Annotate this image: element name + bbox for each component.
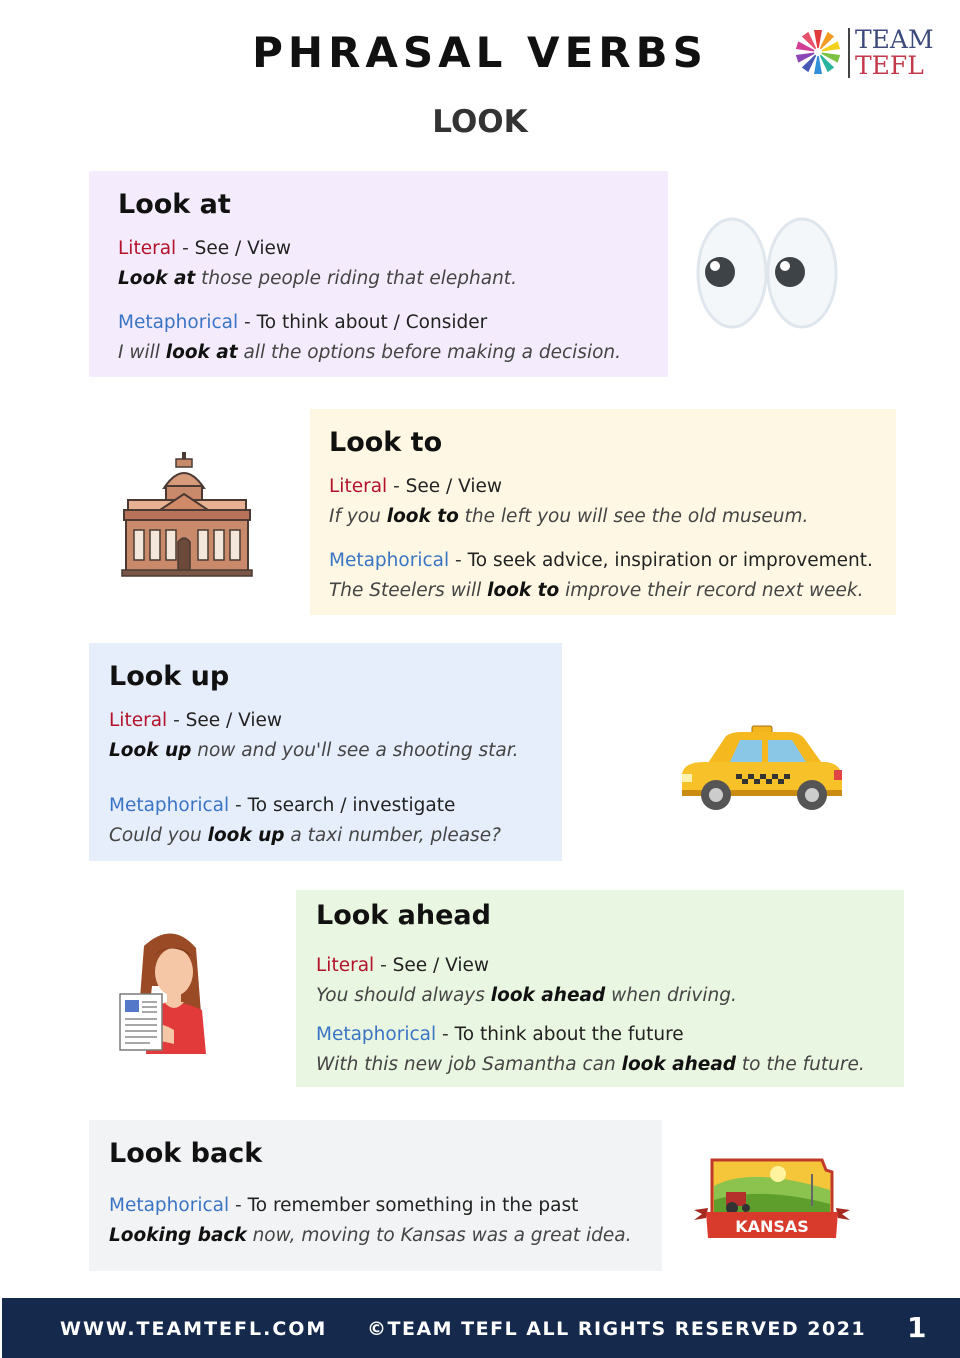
metaphorical-label: Metaphorical xyxy=(109,795,230,816)
taxi-icon xyxy=(676,722,848,814)
woman-reading-icon xyxy=(114,926,210,1056)
eyes-icon xyxy=(694,214,840,332)
literal-example: If you look to the left you will see the old museum. xyxy=(329,506,809,527)
metaphorical-example: With this new job Samantha can look ahead to the future. xyxy=(316,1054,865,1075)
metaphorical-meaning: To seek advice, inspiration or improvement. xyxy=(467,550,873,571)
metaphorical-line xyxy=(329,546,876,576)
flower-logo-icon xyxy=(792,26,844,78)
card-title: Look to xyxy=(329,427,443,458)
separator: - xyxy=(235,795,242,816)
logo-text-team: TEAM xyxy=(855,25,934,54)
literal-label: Literal xyxy=(329,476,388,497)
card-look-back xyxy=(89,1120,662,1271)
metaphorical-meaning: To search / investigate xyxy=(247,795,456,816)
literal-meaning: See / View xyxy=(392,955,490,976)
separator: - xyxy=(182,238,189,259)
card-look-up xyxy=(89,643,562,861)
literal-example: You should always look ahead when driving. xyxy=(316,985,737,1006)
metaphorical-label: Metaphorical xyxy=(109,1195,230,1216)
literal-line xyxy=(329,472,876,502)
card-title: Look up xyxy=(109,661,230,692)
separator: - xyxy=(173,710,180,731)
metaphorical-meaning: To think about / Consider xyxy=(256,312,488,333)
footer-website-link[interactable]: WWW.TEAMTEFL.COM xyxy=(60,1318,328,1340)
literal-meaning: See / View xyxy=(405,476,503,497)
museum-icon xyxy=(120,450,254,580)
metaphorical-line xyxy=(109,1191,642,1221)
separator: - xyxy=(455,550,462,571)
metaphorical-meaning: To think about the future xyxy=(454,1024,684,1045)
literal-example: Look up now and you'll see a shooting star. xyxy=(109,740,519,761)
separator: - xyxy=(393,476,400,497)
card-title: Look ahead xyxy=(316,900,491,931)
metaphorical-line xyxy=(118,308,648,338)
metaphorical-line xyxy=(109,791,542,821)
metaphorical-label: Metaphorical xyxy=(329,550,450,571)
page-title: PHRASAL VERBS xyxy=(252,28,708,77)
card-title: Look at xyxy=(118,189,231,220)
separator: - xyxy=(244,312,251,333)
metaphorical-label: Metaphorical xyxy=(316,1024,437,1045)
literal-label: Literal xyxy=(118,238,177,259)
metaphorical-label: Metaphorical xyxy=(118,312,239,333)
literal-meaning: See / View xyxy=(194,238,292,259)
metaphorical-example: I will look at all the options before making a decision. xyxy=(118,342,622,363)
metaphorical-meaning: To remember something in the past xyxy=(247,1195,579,1216)
metaphorical-example: The Steelers will look to improve their record next week. xyxy=(329,580,864,601)
literal-line xyxy=(109,706,542,736)
kansas-badge-icon xyxy=(692,1156,852,1242)
literal-example: Look at those people riding that elephant. xyxy=(118,268,517,289)
card-look-to xyxy=(310,409,896,615)
separator: - xyxy=(235,1195,242,1216)
page-number: 1 xyxy=(907,1311,927,1344)
kansas-badge-text: KANSAS xyxy=(735,1217,809,1236)
footer-bar xyxy=(2,1298,960,1358)
metaphorical-example: Looking back now, moving to Kansas was a great idea. xyxy=(109,1225,632,1246)
card-look-ahead xyxy=(296,890,904,1087)
literal-line xyxy=(316,951,884,981)
literal-label: Literal xyxy=(109,710,168,731)
page-subtitle: LOOK xyxy=(432,104,528,140)
metaphorical-line xyxy=(316,1020,884,1050)
separator: - xyxy=(380,955,387,976)
metaphorical-example: Could you look up a taxi number, please? xyxy=(109,825,501,846)
team-tefl-logo xyxy=(792,24,942,82)
literal-label: Literal xyxy=(316,955,375,976)
card-look-at xyxy=(89,171,668,377)
logo-text-tefl: TEFL xyxy=(855,51,924,80)
card-title: Look back xyxy=(109,1138,263,1169)
literal-meaning: See / View xyxy=(185,710,283,731)
literal-line xyxy=(118,234,648,264)
footer-copyright: ©TEAM TEFL ALL RIGHTS RESERVED 2021 xyxy=(367,1318,867,1340)
separator: - xyxy=(442,1024,449,1045)
logo-divider xyxy=(848,28,850,78)
